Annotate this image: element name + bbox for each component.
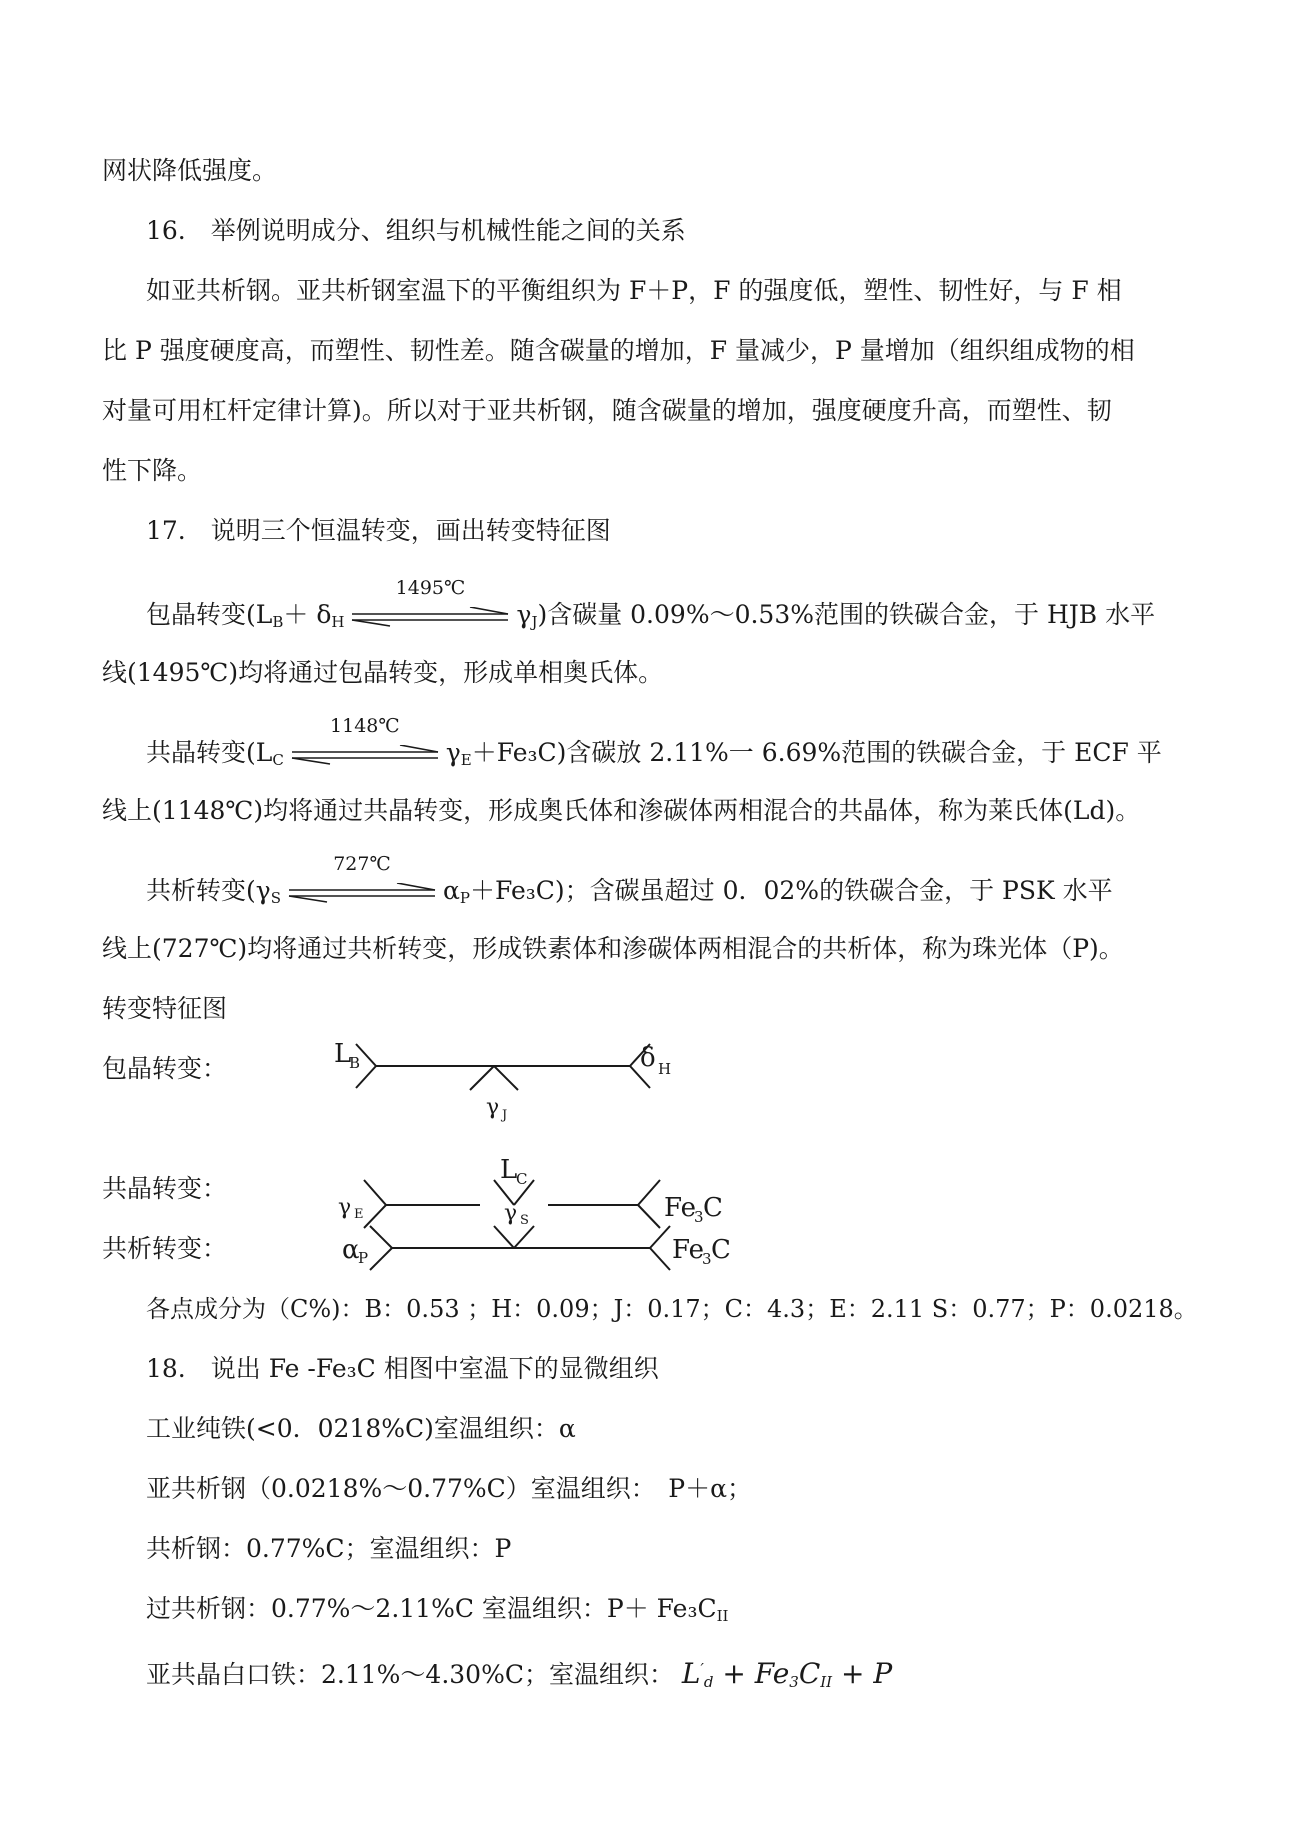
superscript: ′ [700,1660,704,1678]
diagram-subscript: E [354,1207,364,1222]
microstructure-line: 共析钢：0.77%C；室温组织：P [146,1534,512,1563]
diagram-label: C [703,1193,723,1223]
eutectic-equation [146,714,1162,777]
equilibrium-arrow [287,852,437,903]
subscript: II [820,1673,833,1691]
diagram-label: γ [338,1195,352,1220]
peritectic-text: ＋ δ [283,600,332,629]
formula [682,1657,892,1690]
subscript: H [331,613,345,631]
diagram-label: γ [504,1201,518,1226]
diagram-subscript: J [502,1108,508,1123]
formula-part: L [681,1657,701,1690]
paragraph-line: 线上(1148℃)均将通过共晶转变，形成奥氏体和渗碳体两相混合的共晶体，称为莱氏体(Ld)。 [102,796,1141,825]
paragraph-line: 线上(727℃)均将通过共析转变，形成铁素体和渗碳体两相混合的共析体，称为珠光体（P)。 [102,934,1124,963]
point-compositions: 各点成分为（C%)：B：0.53 ；H：0.09；J：0.17；C：4.3；E：2.11 S：0.77；P：0.0218。 [146,1295,1198,1323]
diagram-section-title: 转变特征图 [102,994,228,1023]
diagram-label-peritectic: 包晶转变： [102,1054,228,1083]
temperature-label: 1148℃ [330,714,400,737]
paragraph-line: 对量可用杠杆定律计算)。所以对于亚共析钢，随含碳量的增加，强度硬度升高，而塑性、韧 [102,396,1112,425]
text-line: 网状降低强度。 [102,156,278,185]
peritectic-text: )含碳量 0.09%～0.53%范围的铁碳合金，于 HJB 水平 [537,600,1156,629]
formula-part: Fe [754,1657,790,1690]
eutectoid-text: ＋Fe₃C)；含碳虽超过 0．02%的铁碳合金，于 PSK 水平 [469,876,1113,905]
formula-part: C [798,1657,821,1690]
microstructure-text: 过共析钢：0.77%～2.11%C 室温组织：P＋ Fe₃C [146,1594,717,1623]
subscript: 3 [789,1673,799,1691]
equilibrium-arrow [350,576,510,627]
paragraph-line: 性下降。 [102,456,203,485]
eutectic-eutectoid-diagram [320,1150,740,1280]
formula-part: + [832,1657,874,1690]
diagram-label: L [500,1155,518,1185]
formula-part: + [713,1657,755,1690]
paragraph-line: 比 P 强度硬度高，而塑性、韧性差。随含碳量的增加，F 量减少，P 量增加（组织组成物的相 [102,336,1135,365]
diagram-label: L [334,1039,352,1069]
question-18-heading: 18. 说出 Fe -Fe₃C 相图中室温下的显微组织 [146,1354,659,1383]
diagram-label: γ [486,1095,500,1120]
subscript: S [270,889,281,907]
microstructure-text: 亚共晶白口铁：2.11%～4.30%C；室温组织： [146,1660,674,1689]
eutectoid-equation [146,852,1113,915]
equilibrium-arrow [290,714,440,765]
diagram-subscript: 3 [702,1250,712,1268]
subscript: C [272,751,284,769]
subscript: II [716,1607,729,1625]
temperature-label: 1495℃ [395,576,466,599]
eutectic-text: γ [445,738,461,767]
diagram-label: Fe [672,1235,705,1265]
diagram-label-eutectic: 共晶转变： [102,1174,228,1203]
diagram-label: C [711,1235,731,1265]
peritectic-text: 包晶转变(L [146,600,273,629]
peritectic-text: γ [516,600,532,629]
subscript: E [460,751,472,769]
eutectoid-text: α [442,876,460,905]
diagram-label: δ [640,1043,656,1073]
paragraph-line: 如亚共析钢。亚共析钢室温下的平衡组织为 F＋P，F 的强度低，塑性、韧性好，与 F 相 [146,276,1122,305]
paragraph-line: 线(1495℃)均将通过包晶转变，形成单相奥氏体。 [102,658,664,687]
temperature-label: 727℃ [333,852,391,875]
diagram-subscript: 3 [694,1208,704,1226]
microstructure-line: 工业纯铁(<0．0218%C)室温组织：α [146,1414,576,1443]
peritectic-equation [146,576,1156,639]
subscript: B [272,613,284,631]
question-16-heading: 16. 举例说明成分、组织与机械性能之间的关系 [146,216,686,245]
diagram-subscript: C [516,1170,528,1188]
diagram-subscript: H [658,1060,672,1078]
eutectic-text: ＋Fe₃C)含碳放 2.11%一 6.69%范围的铁碳合金，于 ECF 平 [471,738,1162,767]
diagram-label: α [342,1235,360,1265]
microstructure-line [146,1652,892,1699]
microstructure-line: 亚共析钢（0.0218%～0.77%C）室温组织： P＋α； [146,1474,752,1503]
diagram-subscript: B [349,1054,361,1072]
diagram-subscript: P [358,1249,369,1267]
diagram-label: Fe [664,1193,697,1223]
subscript: P [459,889,470,907]
peritectic-diagram [320,1030,700,1130]
microstructure-line [146,1592,728,1633]
subscript: J [531,613,538,631]
formula-part: P [873,1657,893,1690]
diagram-label-eutectoid: 共析转变： [102,1234,228,1263]
diagram-subscript: S [520,1213,529,1228]
subscript: d [703,1673,714,1691]
eutectic-text: 共晶转变(L [146,738,273,767]
question-17-heading: 17. 说明三个恒温转变，画出转变特征图 [146,516,611,545]
eutectoid-text: 共析转变(γ [146,876,271,905]
